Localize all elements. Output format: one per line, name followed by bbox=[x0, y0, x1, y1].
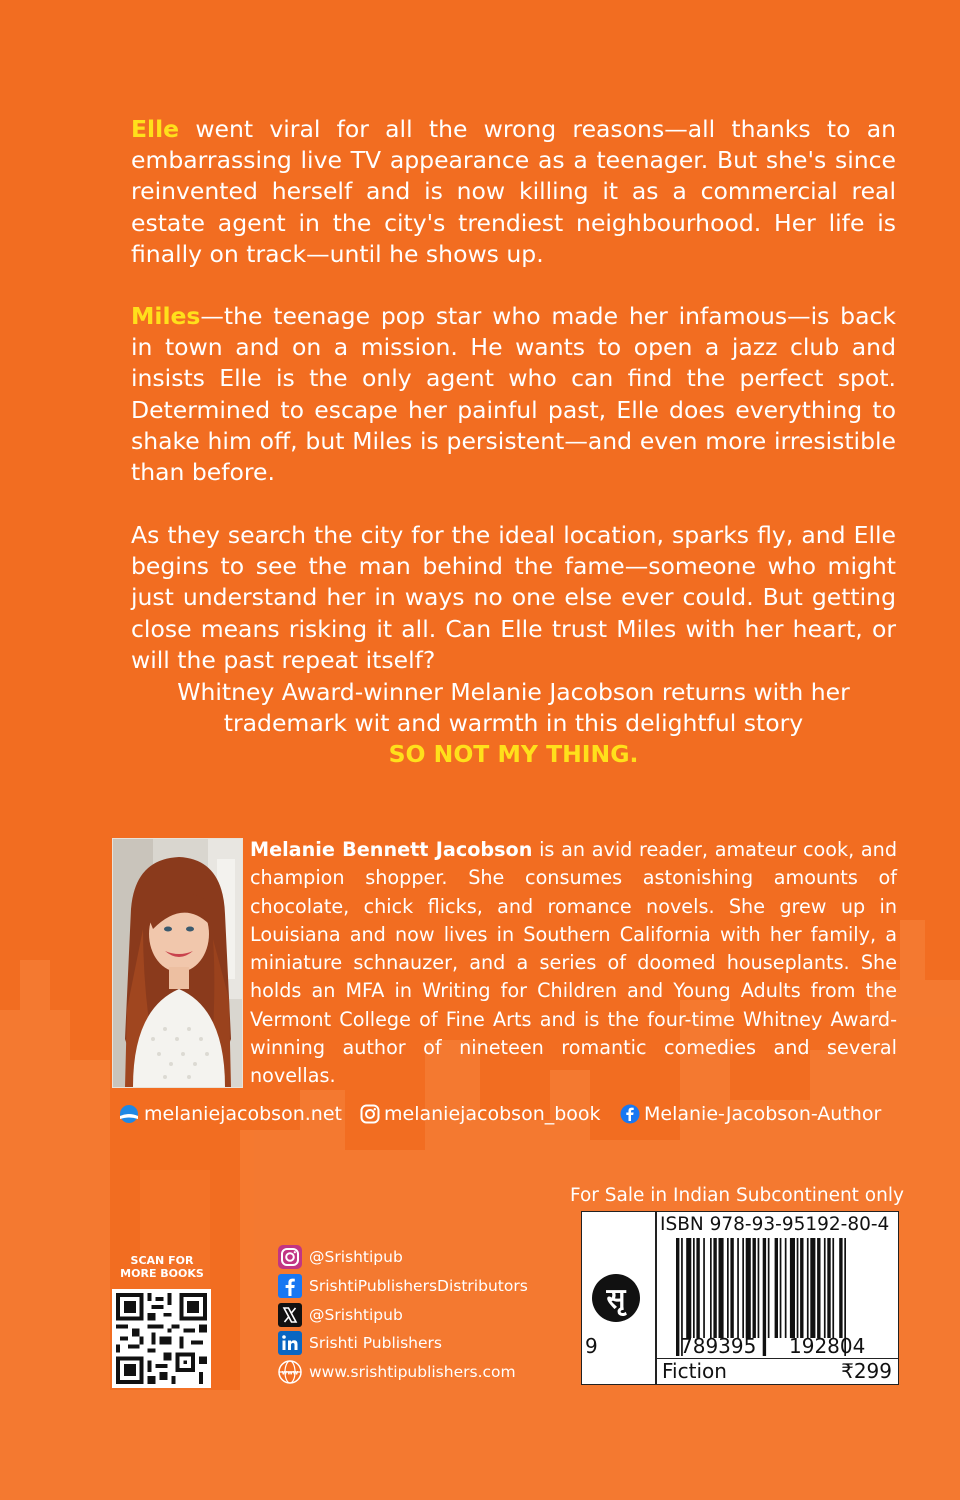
barcode-bar bbox=[763, 1238, 766, 1356]
blurb-paragraph-3: As they search the city for the ideal location, sparks fly, and Elle begins to see the man behind the fame—someone who might just understand her in ways no one else ever could. But getting close means risking it all. Can Elle trust Miles with her heart, or will the past repeat itself? bbox=[131, 521, 896, 674]
sale-region-note: For Sale in Indian Subcontinent only bbox=[570, 1185, 904, 1206]
barcode-bar bbox=[727, 1238, 729, 1338]
scan-label: SCAN FOR MORE BOOKS bbox=[120, 1254, 204, 1280]
tagline bbox=[131, 677, 896, 771]
publisher-facebook-link[interactable] bbox=[278, 1272, 558, 1301]
author-website-link[interactable] bbox=[118, 1100, 342, 1128]
author-links bbox=[112, 1100, 912, 1128]
barcode-bar bbox=[768, 1238, 770, 1338]
facebook-icon bbox=[620, 1104, 640, 1124]
barcode-bar bbox=[676, 1238, 679, 1356]
barcode-bar bbox=[696, 1238, 699, 1338]
author-instagram-text: melaniejacobson_book bbox=[384, 1103, 601, 1125]
barcode-bar bbox=[753, 1238, 756, 1338]
barcode-bar bbox=[758, 1238, 760, 1338]
svg-text:www: www bbox=[281, 1369, 299, 1377]
globe-icon bbox=[278, 1360, 302, 1384]
author-name: Melanie Bennett Jacobson bbox=[250, 838, 533, 861]
barcode-bar bbox=[817, 1238, 820, 1338]
highlight-elle: Elle bbox=[131, 115, 180, 143]
publisher-contacts bbox=[278, 1243, 558, 1386]
author-bio-text: is an avid reader, amateur cook, and champion shopper. She consumes astonishing amounts of chocolate, chick flicks, and romance novels. She grew up in Louisiana and now lives in Southern California with her family, a miniature schnauzer, and a series of doomed houseplants. She holds an MFA in Writing for Children and Young Adults from the Vermont College of Fine Arts and is the four-time Whitney Award-winning author of nineteen romantic comedies and several novellas. bbox=[250, 838, 897, 1088]
tagline-line-1: Whitney Award-winner Melanie Jacobson returns with her bbox=[177, 678, 850, 706]
blurb-paragraph-1 bbox=[131, 114, 896, 270]
barcode-bar bbox=[719, 1238, 724, 1338]
publisher-linkedin-link[interactable] bbox=[278, 1329, 558, 1358]
author-instagram-link[interactable] bbox=[360, 1100, 601, 1128]
author-facebook-link[interactable] bbox=[620, 1100, 881, 1128]
barcode-bar bbox=[693, 1238, 695, 1338]
tagline-line-2: trademark wit and warmth in this delightful story bbox=[223, 709, 804, 738]
linkedin-icon bbox=[278, 1331, 302, 1355]
barcode-bar bbox=[686, 1238, 691, 1338]
instagram-icon bbox=[278, 1245, 302, 1269]
author-facebook-text: Melanie-Jacobson-Author bbox=[644, 1103, 882, 1125]
barcode-box bbox=[581, 1211, 899, 1385]
blurb-paragraph-2 bbox=[131, 301, 896, 488]
barcode-bar bbox=[790, 1238, 795, 1338]
x-icon bbox=[278, 1303, 302, 1327]
barcode-bar bbox=[807, 1238, 809, 1338]
barcode-bar bbox=[742, 1238, 744, 1338]
globe-icon bbox=[118, 1103, 140, 1125]
publisher-website-text: www.srishtipublishers.com bbox=[309, 1363, 516, 1382]
blurb-p2-text: —the teenage pop star who made her infamous—is back in town and on a mission. He wants to open a jazz club and insists Elle is the only agent who can find the perfect spot. Determined to escape her painful past, Elle does everything to shake him off, but Miles is persistent—and even more irresistible than before. bbox=[131, 302, 896, 487]
publisher-linkedin-text: Srishti Publishers bbox=[309, 1334, 442, 1353]
barcode-bar bbox=[785, 1238, 787, 1338]
publisher-facebook-text: SrishtiPublishersDistributors bbox=[309, 1277, 528, 1296]
book-title: SO NOT MY THING. bbox=[388, 740, 639, 769]
publisher-x-text: @Srishtipub bbox=[309, 1305, 403, 1324]
barcode-bar bbox=[746, 1238, 751, 1338]
genre-label: Fiction bbox=[662, 1359, 727, 1383]
publisher-website-link[interactable] bbox=[278, 1358, 558, 1387]
price-row bbox=[656, 1358, 898, 1384]
author-bio bbox=[250, 836, 897, 1091]
barcode-bar bbox=[797, 1238, 799, 1338]
qr-code[interactable] bbox=[112, 1289, 211, 1388]
barcode-bar bbox=[810, 1238, 815, 1338]
price-label: ₹299 bbox=[841, 1359, 892, 1383]
ean-right-digits: 192804 bbox=[789, 1334, 866, 1358]
blurb-p1-text: went viral for all the wrong reasons—all thanks to an embarrassing live TV appearance as a teenager. But she's since reinvented herself and is now killing it as a commercial real estate agent in the city's trendiest neighbourhood. Her life is finally on track—until he shows up. bbox=[131, 115, 896, 268]
barcode-bar bbox=[775, 1238, 778, 1338]
publisher-instagram-text: @Srishtipub bbox=[309, 1248, 403, 1267]
instagram-icon bbox=[360, 1104, 380, 1124]
barcode-bar bbox=[827, 1238, 830, 1338]
publisher-x-link[interactable] bbox=[278, 1300, 558, 1329]
barcode-bar bbox=[713, 1238, 716, 1338]
barcode-bar bbox=[832, 1238, 834, 1338]
barcode-bar bbox=[800, 1238, 803, 1338]
ean-left-digits: 789395 bbox=[680, 1334, 757, 1358]
isbn-text: ISBN 978-93-95192-80-4 bbox=[660, 1214, 890, 1235]
barcode-bar bbox=[780, 1238, 782, 1338]
barcode-bar bbox=[703, 1238, 705, 1338]
barcode-bar bbox=[730, 1238, 733, 1338]
publisher-logo: सृ bbox=[592, 1274, 640, 1322]
barcode-bar bbox=[710, 1238, 712, 1338]
barcode-bar bbox=[839, 1238, 842, 1338]
barcode-bar bbox=[737, 1238, 739, 1338]
ean-first-digit: 9 bbox=[585, 1334, 598, 1358]
highlight-miles: Miles bbox=[131, 302, 201, 330]
author-photo bbox=[112, 838, 243, 1088]
facebook-icon bbox=[278, 1274, 302, 1298]
author-website-text: melaniejacobson.net bbox=[144, 1103, 342, 1125]
publisher-instagram-link[interactable] bbox=[278, 1243, 558, 1272]
barcode-bar bbox=[824, 1238, 826, 1338]
